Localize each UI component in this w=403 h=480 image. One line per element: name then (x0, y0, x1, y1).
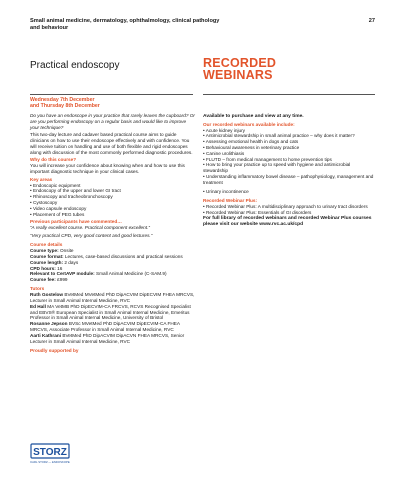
detail-row: Course type: Onsite (30, 248, 74, 254)
recorded-title-line2: WEBINARS (203, 68, 273, 82)
full-library-note: For full library of recorded webinars and recorded Webinar Plus courses please visit our website www.rvc.ac.uk/cpd (203, 215, 372, 227)
logo-wordmark: STORZ (33, 447, 67, 458)
list-item[interactable]: • Acute kidney injury (203, 128, 375, 134)
page-number: 27 (368, 18, 375, 24)
header-title: Small animal medicine, dermatology, ophthalmology, clinical pathology and behaviour (30, 18, 220, 32)
availability-note: Available to purchase and view at any time. (203, 114, 304, 119)
tutors-heading: Tutors (30, 286, 45, 292)
webinars-column (203, 114, 375, 228)
course-date-2: and Thursday 8th December (30, 103, 100, 110)
list-item[interactable]: • How to bring your practice up to speed with hygiene and antimicrobial stewardship (203, 162, 375, 174)
tutor-entry: Rosanne Jepson BVSc MVetMed PhD DipACVIM DipECVIM-CA FHEA MRCVS, Associate Professor in Small Animal Internal Medicine, RVC (30, 321, 180, 332)
recorded-title-line1: RECORDED (203, 56, 277, 70)
list-item: • Placement of PEG tubes (30, 212, 195, 218)
key-areas-list (30, 183, 195, 218)
logo-subtext: KARL STORZ — ENDOSKOPE (30, 460, 70, 464)
detail-row: Course length: 2 days (30, 259, 79, 265)
list-item: • Cystoscopy (30, 200, 195, 206)
detail-row: Relevant to CertAVP module: Small Animal Medicine (C-SAM.9) (30, 271, 167, 277)
intro-body: This two-day lecture and cadaver based practical course aims to guide clinicians on how to use their endoscope effectively and with confidence. You will receive tuition on handling and use of both flexible and rigid endoscopes along with discussion of the most commonly performed diagnostic procedures. (30, 132, 193, 155)
recorded-webinars-title (203, 57, 276, 81)
page-header (30, 18, 375, 32)
tutor-entry: Ed Hall MA VetMB PhD DipECVIM-CA FRCVS, RCVS Recognised Specialist and EBVS® European Specialist in Small Animal Internal Medicine, Emeritus Professor in Small Animal Internal Medicine, University of Bristol (30, 303, 191, 321)
why-body: You will increase your confidence about knowing when and how to use this important diagnostic technique in your clinical cases. (30, 163, 185, 175)
left-divider (30, 94, 193, 95)
key-areas-heading: Key areas (30, 176, 53, 182)
list-item[interactable]: • Recorded Webinar Plus: A multidisciplinary approach to urinary tract disorders (203, 204, 375, 210)
previous-participants-heading: Previous participants have commented… (30, 219, 122, 225)
list-item: • Endoscopy of the upper and lower GI tract (30, 188, 195, 194)
course-details-heading: Course details (30, 242, 63, 248)
webinar-plus-heading: Recorded Webinar Plus: (203, 198, 258, 204)
list-item[interactable]: • Recorded Webinar Plus: Essentials of GI disorders (203, 210, 375, 216)
list-item[interactable]: • FLUTD – from medical management to home prevention tips (203, 157, 375, 163)
intro-question: Do you have an endoscope in your practice that rarely leaves the cupboard? Or are you performing endoscopy on a regular basis and would like to improve your technique? (30, 112, 195, 130)
supported-by-heading: Proudly supported by (30, 347, 79, 353)
list-item[interactable]: • Understanding inflammatory bowel disease – pathophysiology, management and treatment (203, 174, 375, 186)
webinar-plus-list (203, 204, 375, 216)
webinars-list (203, 128, 375, 186)
detail-row: CPD hours: 16 (30, 265, 63, 271)
list-item[interactable]: • Urinary incontinence (203, 189, 375, 195)
list-item: • Video capsule endoscopy (30, 206, 195, 212)
course-date-1: Wednesday 7th December (30, 97, 95, 103)
webinars-heading: Our recorded webinars available include: (203, 121, 295, 127)
list-item[interactable]: • Canine urolithiasis (203, 151, 375, 157)
detail-row: Course format: Lectures, case-based discussions and practical sessions (30, 253, 183, 259)
list-item[interactable]: • Assessing emotional health in dogs and cats (203, 139, 375, 145)
tutor-entry: Aarti Kathrani BVetMed PhD DipACVIM DipACVN FHEA MRCVS, Senior Lecturer in Small Animal Internal Medicine, RVC (30, 332, 185, 344)
quote-2: “Very practical CPD, very good content and good lectures.” (30, 233, 153, 239)
karl-storz-logo (30, 443, 70, 465)
tutor-entry: Ruth Gostelow BVetMed MVetMed PhD DipACVIM DipECVIM FHEA MRCVS, Lecturer in Small Animal Internal Medicine, RVC (30, 292, 195, 304)
why-heading: Why do this course? (30, 157, 77, 163)
list-item: • Rhinoscopy and tracheobronchoscopy (30, 194, 195, 200)
list-item[interactable]: • Antimicrobial stewardship in small animal practice – why does it matter? (203, 133, 375, 139)
right-divider (203, 94, 375, 95)
list-item: • Endoscopic equipment (30, 183, 195, 189)
list-item[interactable]: • Behavioural awareness in veterinary practice (203, 145, 375, 151)
section-title: Practical endoscopy (30, 60, 120, 71)
quote-1: “A really excellent course. Practical component excellent.” (30, 225, 150, 231)
detail-row: Course fee: £999 (30, 277, 68, 283)
course-column (30, 97, 195, 354)
